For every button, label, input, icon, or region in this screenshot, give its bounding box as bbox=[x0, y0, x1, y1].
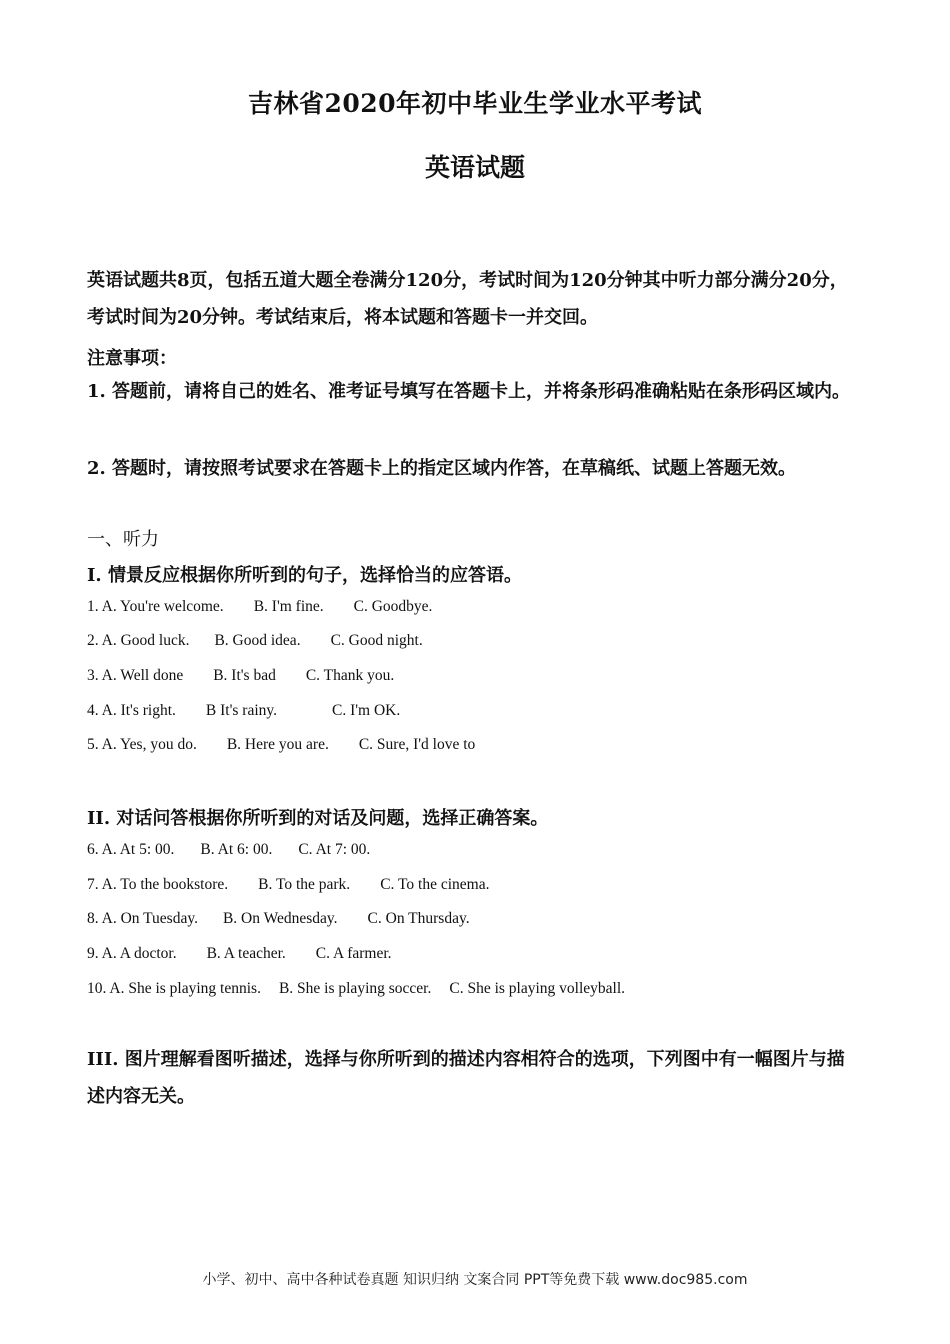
page-footer: 小学、初中、高中各种试卷真题 知识归纳 文案合同 PPT等免费下载 www.doc985.com bbox=[202, 1272, 748, 1288]
question-row bbox=[87, 667, 394, 685]
question-row bbox=[87, 736, 475, 754]
section-heading-3: III. 图片理解看图听描述，选择与你所听到的描述内容相符合的选项，下列图中有一幅图片与描述内容无关。 bbox=[87, 1049, 845, 1107]
option-c: C. At 7: 00. bbox=[298, 841, 371, 858]
option-c: C. Good night. bbox=[330, 632, 423, 649]
option-c: C. She is playing volleyball. bbox=[449, 980, 626, 997]
notice-heading: 注意事项： bbox=[87, 348, 177, 369]
option-a: 2. A. Good luck. bbox=[87, 632, 190, 649]
option-b: B. I'm fine. bbox=[253, 598, 324, 615]
option-a: 6. A. At 5: 00. bbox=[87, 841, 175, 858]
option-a: 1. A. You're welcome. bbox=[87, 598, 224, 615]
option-a: 5. A. Yes, you do. bbox=[87, 736, 197, 753]
option-c: C. A farmer. bbox=[315, 945, 392, 962]
option-b: B. At 6: 00. bbox=[200, 841, 273, 858]
option-b: B. To the park. bbox=[258, 876, 351, 893]
option-b: B. It's bad bbox=[213, 667, 276, 684]
option-b: B. Good idea. bbox=[214, 632, 301, 649]
question-row bbox=[87, 841, 370, 859]
section-heading-1: I. 情景反应根据你所听到的句子，选择恰当的应答语。 bbox=[87, 565, 522, 586]
option-b: B. A teacher. bbox=[206, 945, 286, 962]
option-a: 4. A. It's right. bbox=[87, 702, 176, 719]
notice-item-1: 1. 答题前，请将自己的姓名、准考证号填写在答题卡上，并将条形码准确粘贴在条形码区域内。 bbox=[87, 381, 851, 402]
option-c: C. Goodbye. bbox=[353, 598, 433, 615]
exam-title: 吉林省2020年初中毕业生学业水平考试 bbox=[247, 89, 703, 118]
option-c: C. Sure, I'd love to bbox=[358, 736, 476, 753]
option-b: B It's rainy. bbox=[205, 702, 278, 719]
notice-item-2: 2. 答题时，请按照考试要求在答题卡上的指定区域内作答，在草稿纸、试题上答题无效。 bbox=[87, 458, 797, 479]
option-c: C. To the cinema. bbox=[380, 876, 490, 893]
option-a: 9. A. A doctor. bbox=[87, 945, 177, 962]
section-heading-2: II. 对话问答根据你所听到的对话及问题，选择正确答案。 bbox=[87, 808, 549, 829]
option-c: C. I'm OK. bbox=[332, 702, 401, 719]
option-a: 3. A. Well done bbox=[87, 667, 184, 684]
option-a: 10. A. She is playing tennis. bbox=[87, 980, 261, 997]
option-a: 8. A. On Tuesday. bbox=[87, 910, 198, 927]
question-row bbox=[87, 945, 392, 963]
option-b: B. She is playing soccer. bbox=[278, 980, 432, 997]
part-heading-listening: 一、听力 bbox=[87, 529, 159, 550]
question-row bbox=[87, 980, 625, 998]
option-b: B. Here you are. bbox=[226, 736, 329, 753]
option-c: C. On Thursday. bbox=[367, 910, 470, 927]
question-row bbox=[87, 598, 432, 616]
question-row bbox=[87, 632, 423, 650]
question-row bbox=[87, 910, 470, 928]
question-row bbox=[87, 702, 400, 720]
option-c: C. Thank you. bbox=[305, 667, 395, 684]
exam-subtitle: 英语试题 bbox=[424, 153, 525, 182]
question-row bbox=[87, 876, 489, 894]
option-a: 7. A. To the bookstore. bbox=[87, 876, 229, 893]
intro-paragraph: 英语试题共8页，包括五道大题全卷满分120分，考试时间为120分钟其中听力部分满分20分，考试时间为20分钟。考试结束后，将本试题和答题卡一并交回。 bbox=[87, 270, 848, 328]
option-b: B. On Wednesday. bbox=[222, 910, 338, 927]
